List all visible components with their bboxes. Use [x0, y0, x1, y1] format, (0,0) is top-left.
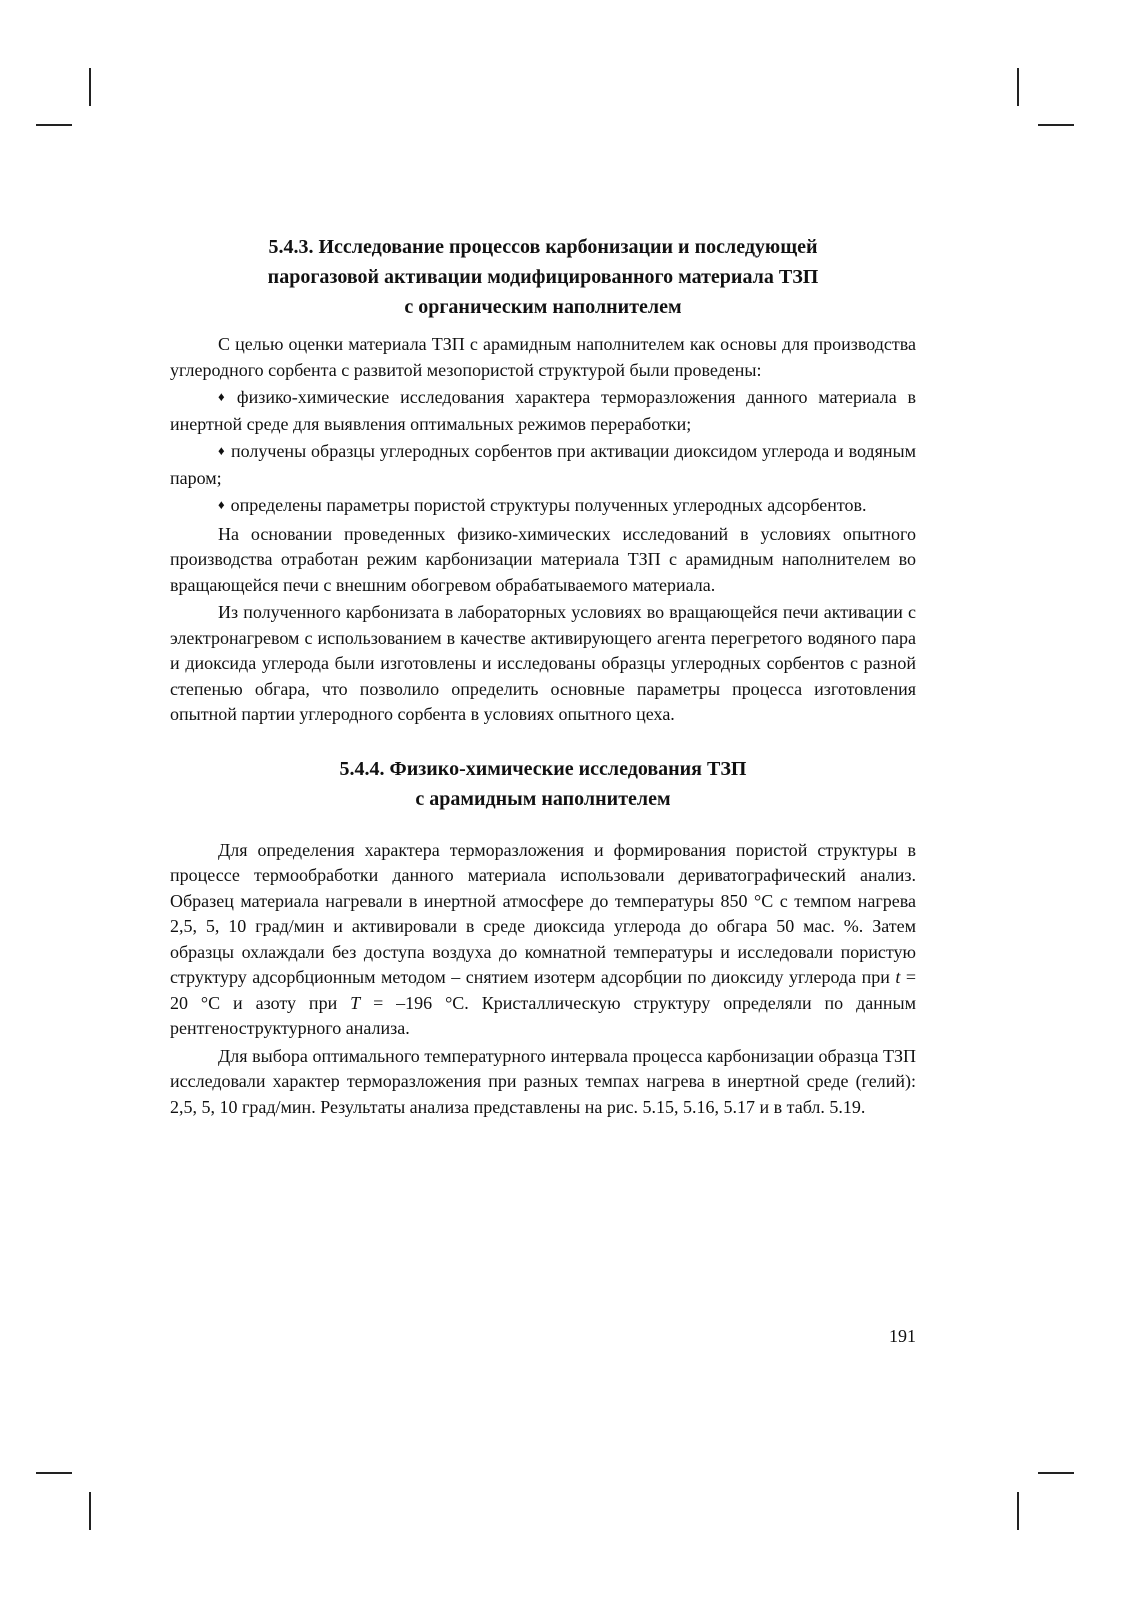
intro-paragraph: С целью оценки материала ТЗП с арамидным наполнителем как основы для производства углеродного сорбента с развитой мезопористой структурой были проведены: [170, 334, 916, 380]
body-paragraph: На основании проведенных физико-химических исследований в условиях опытного производства отработан режим карбонизации материала ТЗП с арамидным наполнителем во вращающейся печи с внешним обогревом обрабатываемого материала. [170, 523, 916, 595]
diamond-bullet-icon: ♦ [218, 497, 225, 512]
crop-mark-bottom-left-vertical [89, 1492, 91, 1530]
bullet-item [170, 385, 916, 437]
text-run: = –196 °С. Кристаллическую структуру определяли по данным рентгеноструктурного анализа. [170, 992, 916, 1038]
crop-mark-bottom-left-horizontal [36, 1472, 72, 1474]
bullet-text: физико-химические исследования характера терморазложения данного материала в инертной среде для выявления оптимальных режимов переработки; [170, 387, 916, 434]
body-paragraph: Из полученного карбонизата в лабораторных условиях во вращающейся печи активации с электронагревом с использованием в качестве активирующего агента перегретого водяного пара и диоксида углерода были изготовлены и исследованы образцы углеродных сорбентов с разной степенью обгара, что позволило определить основные параметры процесса изготовления опытной партии углеродного сорбента в условиях опытного цеха. [170, 602, 916, 724]
body-paragraph: Для выбора оптимального температурного интервала процесса карбонизации образца ТЗП исследовали характер терморазложения при разных темпах нагрева в инертной среде (гелий): 2,5, 5, 10 град/мин. Результаты анализа представлены на рис. 5.15, 5.16, 5.17 и в табл. 5.19. [170, 1045, 916, 1117]
text-run: = 20 °С и азоту при [170, 967, 916, 1013]
heading-line: парогазовой активации модифицированного материала ТЗП [267, 266, 819, 288]
heading-line: с арамидным наполнителем [415, 787, 671, 810]
bullet-text: получены образцы углеродных сорбентов при активации диоксидом углерода и водяным паром; [170, 441, 916, 488]
bullet-item [170, 493, 916, 520]
body-paragraph [170, 838, 916, 1042]
section-heading-5-4-3 [170, 232, 916, 322]
bullet-item [170, 439, 916, 491]
heading-line: 5.4.4. Физико-химические исследования ТЗП [339, 757, 747, 780]
crop-mark-bottom-right-vertical [1017, 1492, 1019, 1530]
crop-mark-top-right-vertical [1017, 68, 1019, 106]
variable-t: t [895, 967, 901, 987]
diamond-bullet-icon: ♦ [218, 389, 231, 404]
bullet-text: определены параметры пористой структуры полученных углеродных адсорбентов. [230, 495, 867, 515]
section-heading-5-4-4 [170, 754, 916, 814]
page-number: 191 [889, 1326, 916, 1346]
diamond-bullet-icon: ♦ [218, 443, 226, 458]
crop-mark-top-left-vertical [89, 68, 91, 106]
page-content [170, 232, 916, 1122]
text-run: Для определения характера терморазложения и формирования пористой структуры в процессе термообработки данного материала использовали дериватографический анализ. Образец материала нагревали в инертной атмосфере до температуры 850 °С с темпом нагрева 2,5, 5, 10 град/мин и активировали в среде диоксида углерода до обгара 50 мас. %. Затем образцы охлаждали без доступа воздуха до комнатной температуры и исследовали пористую структуру адсорбционным методом – снятием изотерм адсорбции по диоксиду углерода при [170, 839, 916, 987]
crop-mark-top-right-horizontal [1038, 124, 1074, 126]
heading-line: 5.4.3. Исследование процессов карбонизации и последующей [268, 236, 818, 258]
crop-mark-bottom-right-horizontal [1038, 1472, 1074, 1474]
variable-T: T [350, 992, 361, 1013]
heading-line: с органическим наполнителем [404, 296, 682, 318]
crop-mark-top-left-horizontal [36, 124, 72, 126]
